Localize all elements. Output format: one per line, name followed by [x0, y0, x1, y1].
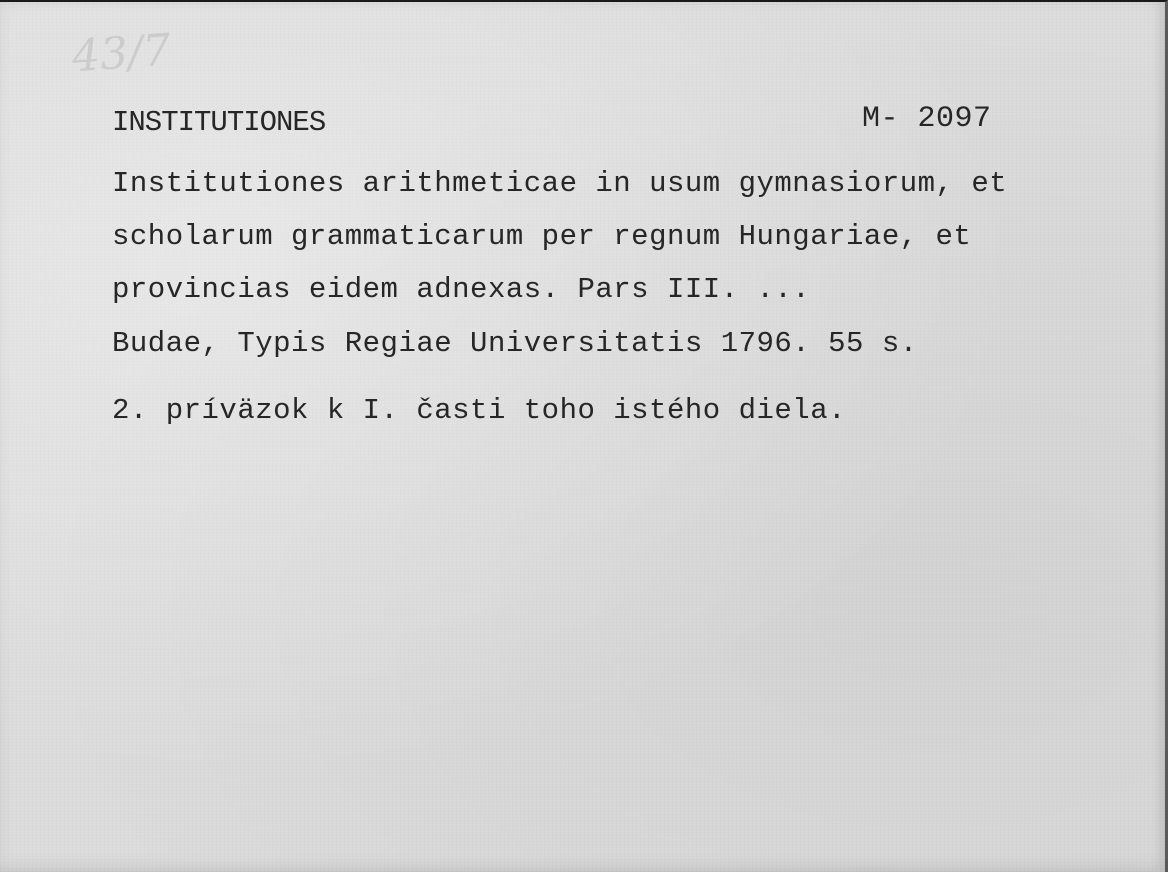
card-heading: INSTITUTIONES: [112, 106, 326, 139]
description-line-1: Institutiones arithmeticae in usum gymnasiorum, et: [112, 167, 1008, 200]
card-note: 2. prívӓzok k I. časti toho istého diela.: [112, 394, 847, 427]
call-number: M- 2097: [862, 102, 992, 136]
pencil-mark: 43/7: [70, 24, 173, 83]
description-line-2: scholarum grammaticarum per regnum Hungariae, et: [112, 220, 972, 253]
imprint-line: Budae, Typis Regiae Universitatis 1796. 55 s.: [112, 327, 918, 360]
description-line-3: provincias eidem adnexas. Pars III. ...: [112, 273, 811, 306]
